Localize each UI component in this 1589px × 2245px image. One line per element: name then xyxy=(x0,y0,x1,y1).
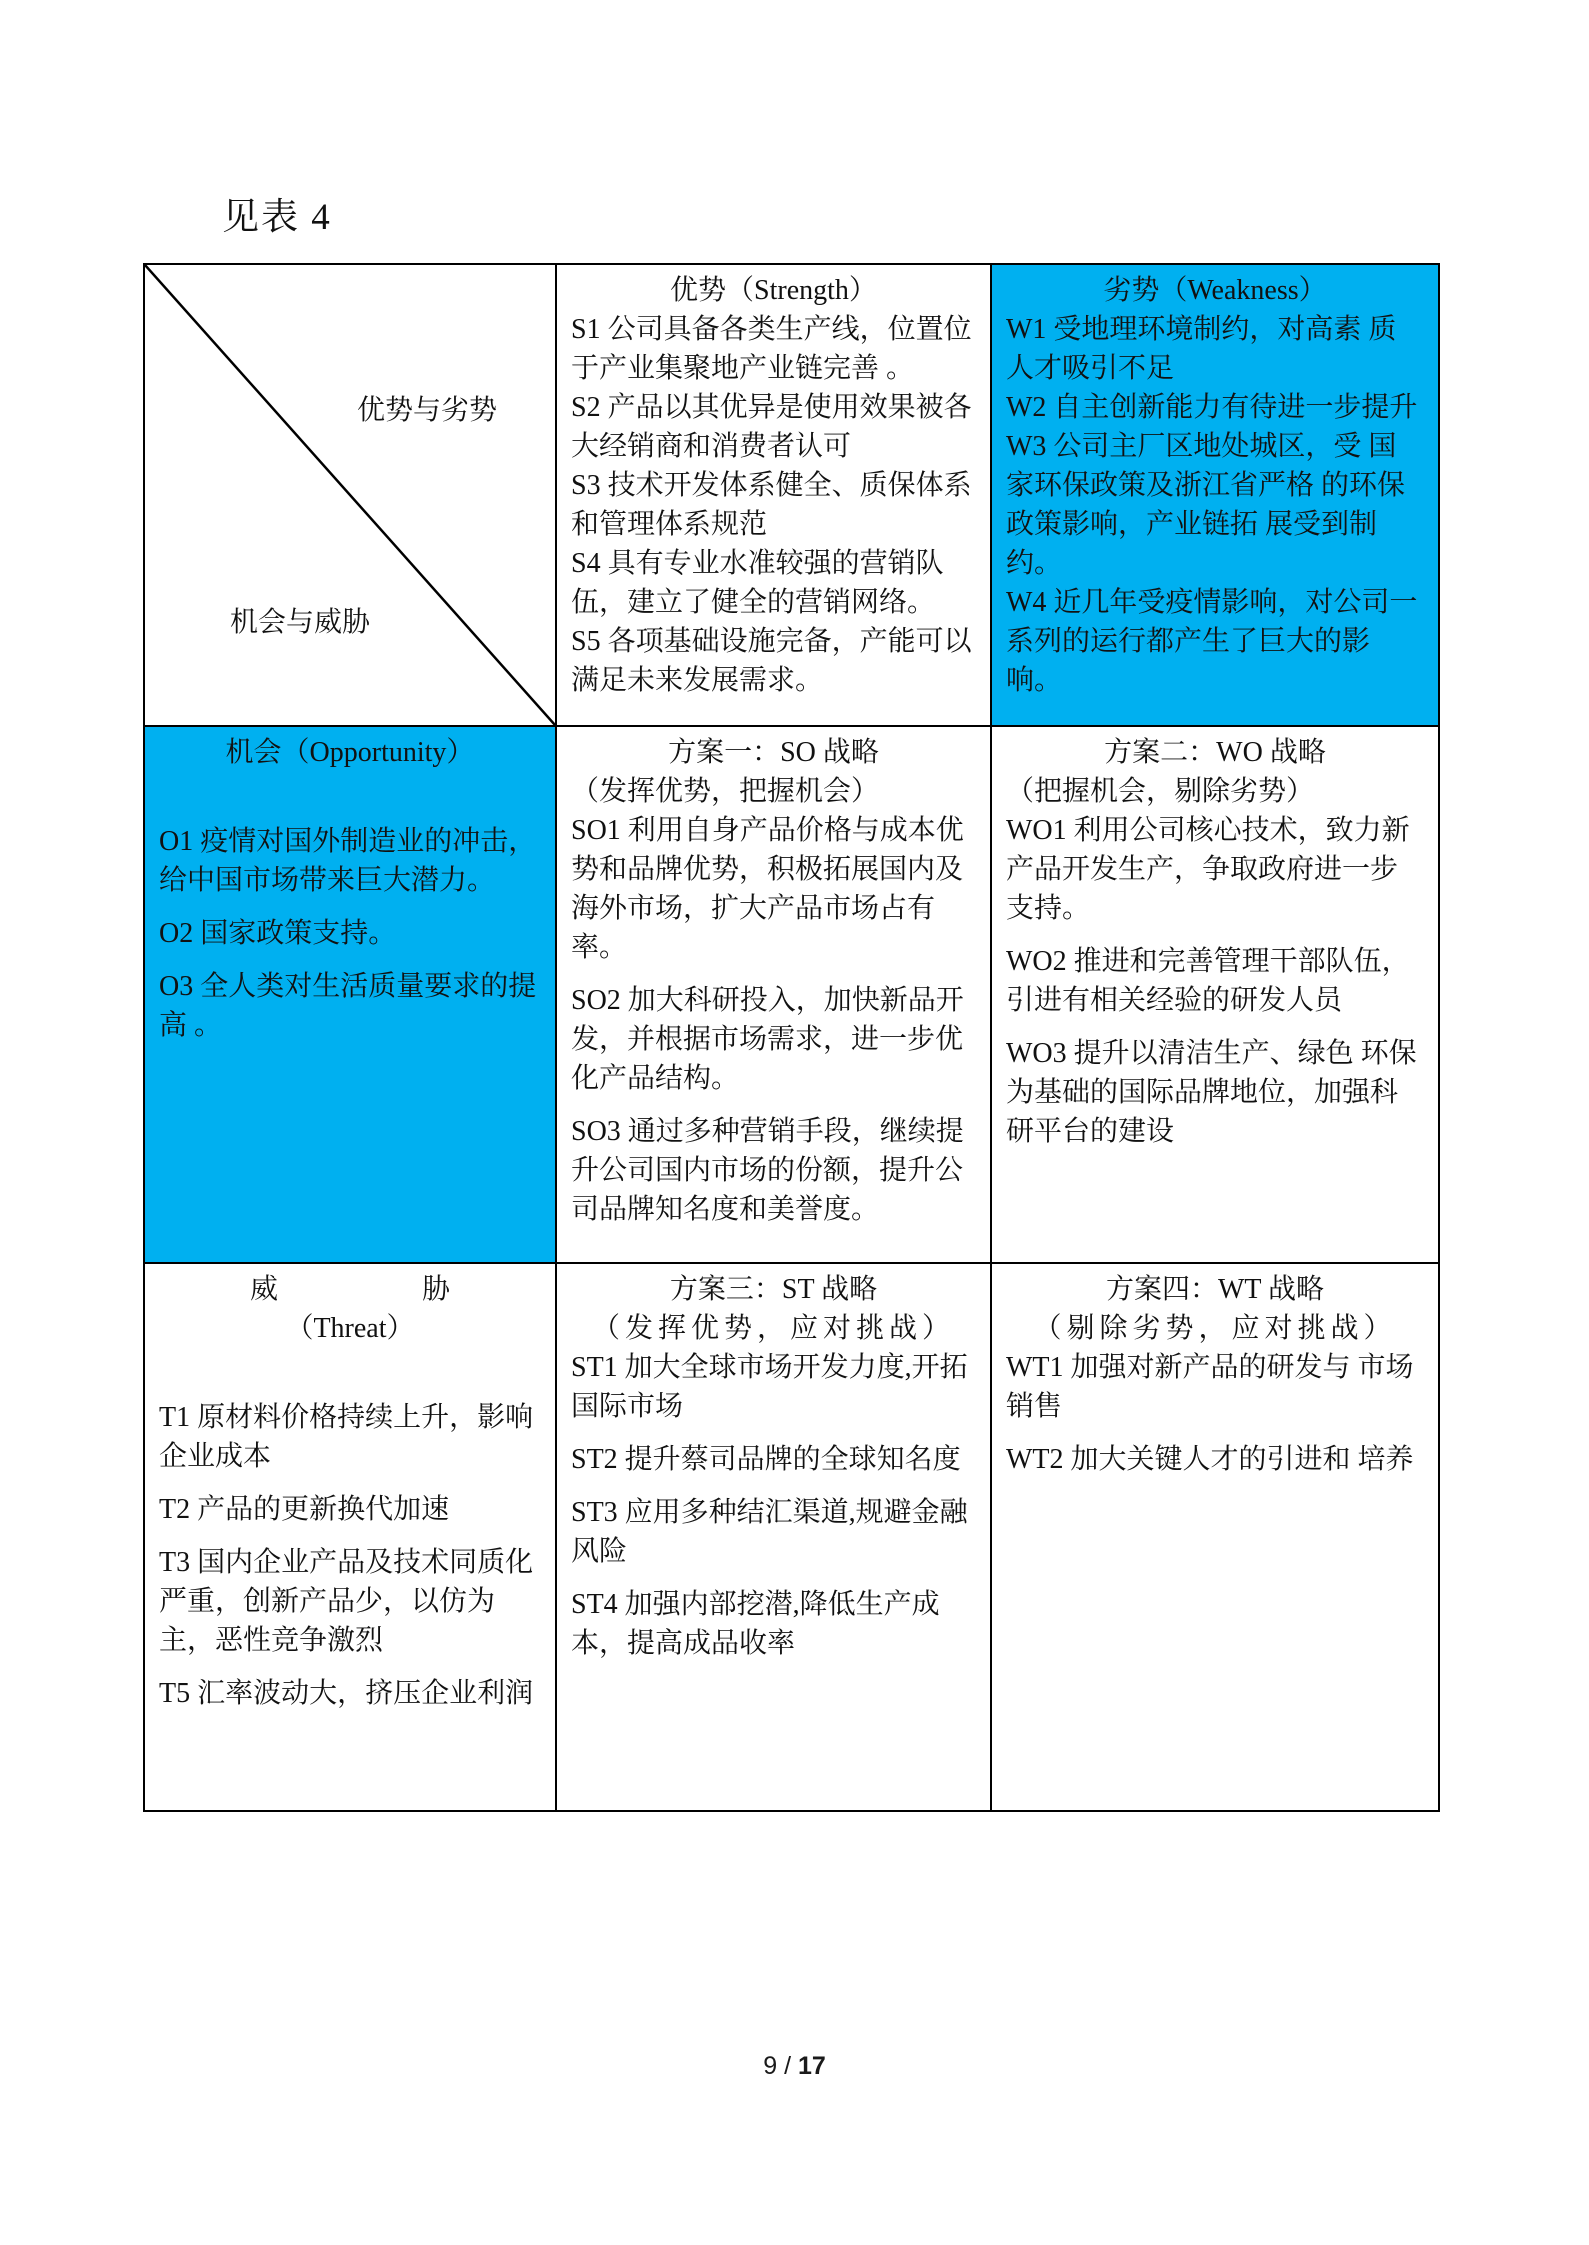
wo-items xyxy=(1006,811,1424,1151)
wo-subtitle: （把握机会，剔除劣势） xyxy=(1006,776,1315,807)
wt-header: 方案四：WT 战略 xyxy=(1105,1274,1325,1305)
cell-item: T3 国内企业产品及技术同质化 严重，创新产品少，以仿为 主，恶性竞争激烈 xyxy=(159,1547,534,1656)
cell-item: WO3 提升以清洁生产、绿色 环保为基础的国际品牌地位，加强科研平台的建设 xyxy=(1006,1038,1417,1147)
wt-subtitle: （剔除劣势，应对挑战） xyxy=(1033,1313,1397,1344)
opportunity-header: 机会（Opportunity） xyxy=(225,737,475,768)
strength-items xyxy=(571,310,976,700)
cell-item: W3 公司主厂区地处城区，受 国家环保政策及浙江省严格 的环保政策影响，产业链拓 展受到制约。 xyxy=(1006,431,1406,579)
weakness-items xyxy=(1006,310,1424,700)
corner-cell xyxy=(145,265,557,727)
cell-item: SO1 利用自身产品价格与成本优势和品牌优势，积极拓展国内及海外市场，扩大产品市场占有率。 xyxy=(571,815,964,963)
cell-item: W1 受地理环境制约，对高素 质人才吸引不足 xyxy=(1006,314,1397,384)
page-number-current: 9 xyxy=(763,2052,778,2080)
diagonal-line xyxy=(145,265,555,725)
threat-header-en: （Threat） xyxy=(285,1313,415,1344)
cell-item: S5 各项基础设施完备，产能可以满足未来发展需求。 xyxy=(571,626,972,696)
cell-item: S2 产品以其优异是使用效果被各大经销商和消费者认可 xyxy=(571,392,972,462)
cell-weakness xyxy=(992,265,1440,727)
threat-header: 威胁 xyxy=(250,1274,450,1305)
wo-header: 方案二：WO 战略 xyxy=(1104,737,1326,768)
cell-item: S1 公司具备各类生产线，位置位于产业集聚地产业链完善 。 xyxy=(571,314,972,384)
so-header: 方案一：SO 战略 xyxy=(668,737,879,768)
cell-item: W4 近几年受疫情影响，对公司一系列的运行都产生了巨大的影响。 xyxy=(1006,587,1418,696)
cell-item: T2 产品的更新换代加速 xyxy=(159,1494,450,1525)
cell-item: O2 国家政策支持。 xyxy=(159,918,397,949)
so-items xyxy=(571,811,976,1229)
weakness-header: 劣势（Weakness） xyxy=(1103,275,1327,306)
cell-opportunity xyxy=(145,727,557,1264)
cell-item: T5 汇率波动大，挤压企业利润 xyxy=(159,1678,534,1709)
opportunity-items xyxy=(159,822,541,1045)
cell-threat xyxy=(145,1264,557,1812)
cell-so-strategy xyxy=(557,727,992,1264)
cell-item: WO2 推进和完善管理干部队伍，引进有相关经验的研发人员 xyxy=(1006,946,1410,1016)
page-number-total: 17 xyxy=(797,2052,826,2080)
st-items xyxy=(571,1348,976,1663)
cell-item: S3 技术开发体系健全、质保体系和管理体系规范 xyxy=(571,470,972,540)
cell-item: ST1 加大全球市场开发力度,开拓国际市场 xyxy=(571,1352,968,1422)
cell-item: SO3 通过多种营销手段，继续提升公司国内市场的份额，提升公司品牌知名度和美誉度。 xyxy=(571,1116,964,1225)
cell-item: WT2 加大关键人才的引进和 培养 xyxy=(1006,1444,1414,1475)
cell-item: S4 具有专业水准较强的营销队伍，建立了健全的营销网络。 xyxy=(571,548,944,618)
corner-label-strength-weakness: 优势与劣势 xyxy=(357,395,498,426)
corner-label-opportunity-threat: 机会与威胁 xyxy=(230,607,371,638)
cell-item: WO1 利用公司核心技术，致力新产品开发生产，争取政府进一步支持。 xyxy=(1006,815,1410,924)
cell-item: O3 全人类对生活质量要求的提高 。 xyxy=(159,971,537,1041)
swot-table xyxy=(143,263,1440,1812)
table-caption: 见表 4 xyxy=(222,197,332,238)
cell-wt-strategy xyxy=(992,1264,1440,1812)
cell-st-strategy xyxy=(557,1264,992,1812)
st-header: 方案三：ST 战略 xyxy=(669,1274,878,1305)
cell-strength xyxy=(557,265,992,727)
wt-items xyxy=(1006,1348,1424,1479)
st-subtitle: （发挥优势，应对挑战） xyxy=(591,1313,955,1344)
cell-item: O1 疫情对国外制造业的冲击，给中国市场带来巨大潜力。 xyxy=(159,826,537,896)
so-subtitle: （发挥优势，把握机会） xyxy=(571,776,880,807)
cell-item: ST3 应用多种结汇渠道,规避金融风险 xyxy=(571,1497,968,1567)
cell-item: T1 原材料价格持续上升，影响 企业成本 xyxy=(159,1402,534,1472)
cell-item: WT1 加强对新产品的研发与 市场销售 xyxy=(1006,1352,1414,1422)
threat-items xyxy=(159,1398,541,1713)
page-number xyxy=(0,2052,1589,2081)
cell-wo-strategy xyxy=(992,727,1440,1264)
cell-item: ST2 提升蔡司品牌的全球知名度 xyxy=(571,1444,961,1475)
page-number-separator: / xyxy=(777,2052,798,2080)
cell-item: W2 自主创新能力有待进一步提升 xyxy=(1006,392,1418,423)
strength-header: 优势（Strength） xyxy=(670,275,877,306)
cell-item: ST4 加强内部挖潜,降低生产成本，提高成品收率 xyxy=(571,1589,940,1659)
cell-item: SO2 加大科研投入，加快新品开发，并根据市场需求，进一步优化产品结构。 xyxy=(571,985,964,1094)
